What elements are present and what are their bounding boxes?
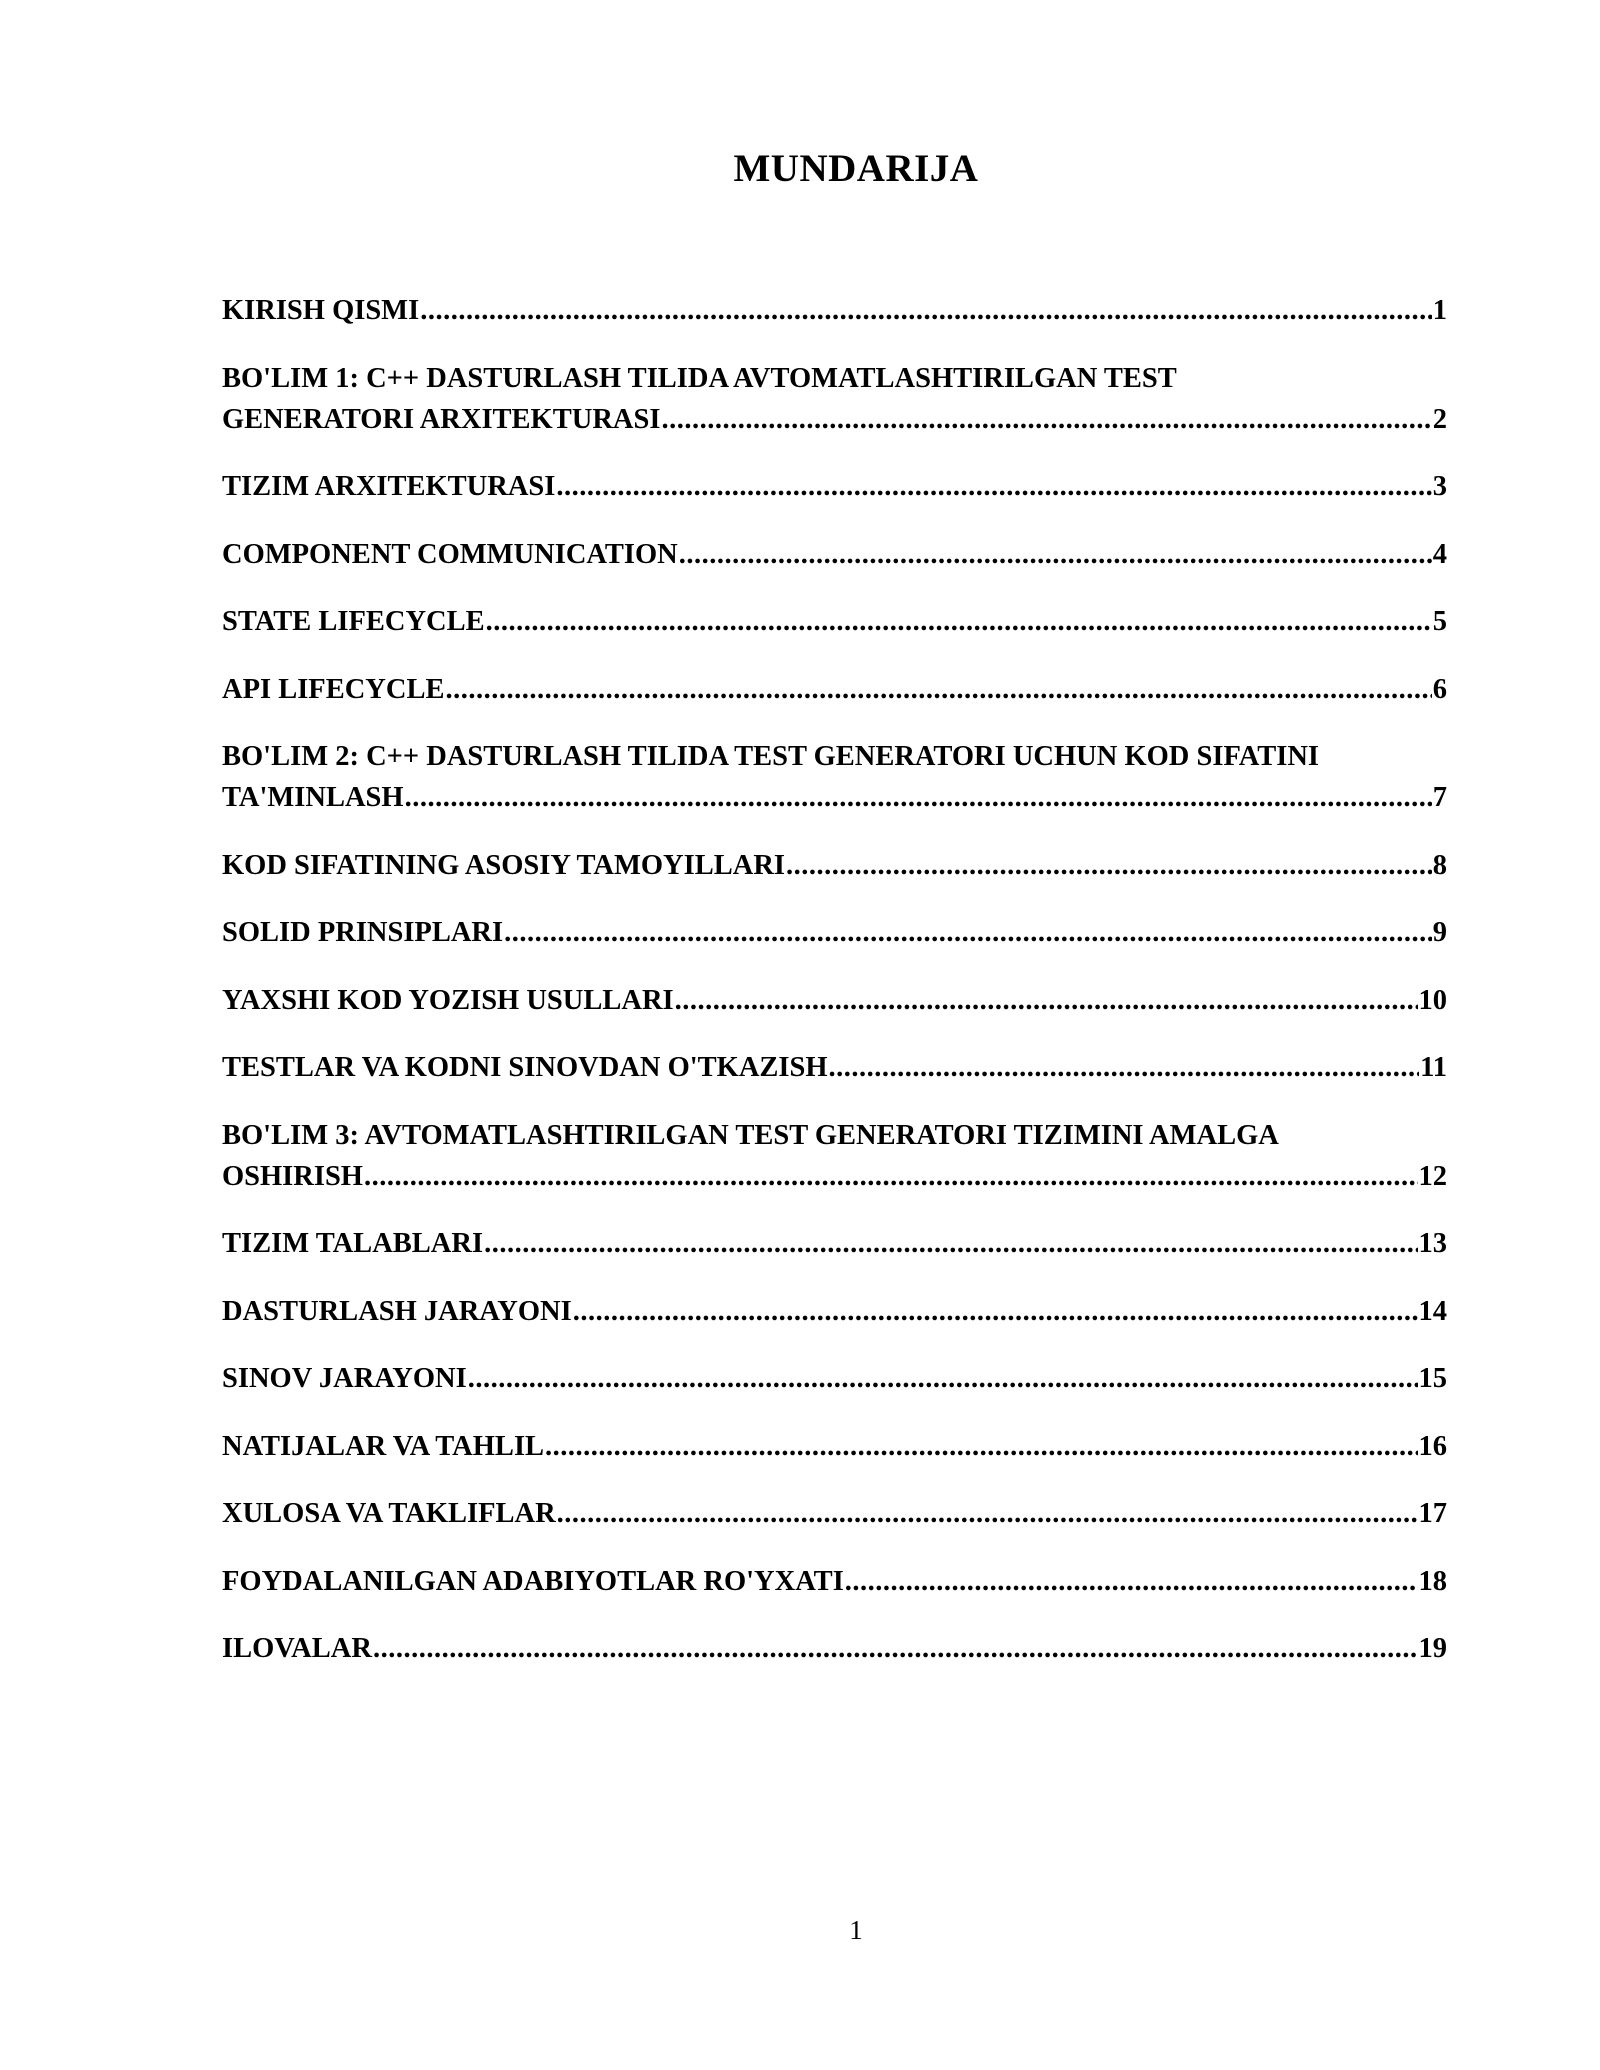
toc-entry-line xyxy=(222,466,1447,507)
toc-entry-line xyxy=(222,290,1447,331)
toc-entry-page-number: 10 xyxy=(1418,984,1447,1016)
toc-entry[interactable] xyxy=(222,1628,1447,1669)
toc-entry-page-number: 18 xyxy=(1418,1565,1447,1597)
toc-entry-line xyxy=(222,1628,1447,1669)
toc-entry-title: STATE LIFECYCLE xyxy=(222,606,485,637)
toc-entry[interactable] xyxy=(222,1115,1447,1197)
toc-entry[interactable] xyxy=(222,845,1447,886)
toc-entry-page-number: 15 xyxy=(1418,1363,1447,1394)
toc-dot-leader xyxy=(373,1628,1418,1669)
toc-entry-title: XULOSA VA TAKLIFLAR xyxy=(222,1498,556,1529)
toc-entry[interactable] xyxy=(222,601,1447,642)
toc-entry-title: OSHIRISH xyxy=(222,1160,363,1192)
toc-entry-title: SINOV JARAYONI xyxy=(222,1363,467,1394)
toc-entry-page-number: 3 xyxy=(1432,471,1447,502)
toc-dot-leader xyxy=(661,399,1431,440)
toc-entry-line xyxy=(222,399,1447,440)
page-number: 1 xyxy=(849,1915,863,1945)
toc-entry-page-number: 13 xyxy=(1418,1228,1447,1259)
toc-dot-leader xyxy=(573,1291,1418,1332)
toc-entry-line xyxy=(222,1561,1447,1602)
toc-entry-title: ILOVALAR xyxy=(222,1633,372,1664)
toc-entry-title: TA'MINLASH xyxy=(222,782,404,813)
toc-dot-leader xyxy=(675,980,1418,1021)
toc-dot-leader xyxy=(679,534,1432,575)
toc-entry-line xyxy=(222,1156,1447,1197)
toc-dot-leader xyxy=(545,1426,1417,1467)
toc-entry-title: NATIJALAR VA TAHLIL xyxy=(222,1430,545,1462)
toc-entry[interactable] xyxy=(222,912,1447,953)
toc-entry-title: GENERATORI ARXITEKTURASI xyxy=(222,403,661,435)
toc-entry[interactable] xyxy=(222,1291,1447,1332)
toc-entry-title: KOD SIFATINING ASOSIY TAMOYILLARI xyxy=(222,849,785,881)
toc-entry[interactable] xyxy=(222,1561,1447,1602)
toc-entry-heading-line: BO'LIM 3: AVTOMATLASHTIRILGAN TEST GENERATORI TIZIMINI AMALGA xyxy=(222,1119,1279,1151)
toc-entry-title: DASTURLASH JARAYONI xyxy=(222,1295,572,1327)
toc-dot-leader xyxy=(446,669,1432,710)
toc-entry[interactable] xyxy=(222,736,1447,818)
toc-entry-heading-line: BO'LIM 2: C++ DASTURLASH TILIDA TEST GENERATORI UCHUN KOD SIFATINI xyxy=(222,741,1319,772)
toc-entry-page-number: 17 xyxy=(1418,1498,1447,1529)
toc-entry-page-number: 7 xyxy=(1432,782,1447,813)
toc-dot-leader xyxy=(468,1358,1418,1399)
toc-entry-page-number: 5 xyxy=(1432,606,1447,637)
toc-entry-line xyxy=(222,777,1447,818)
toc-entry-page-number: 12 xyxy=(1418,1160,1447,1192)
toc-entry-line xyxy=(222,845,1447,886)
toc-entry[interactable] xyxy=(222,980,1447,1021)
toc-dot-leader xyxy=(504,912,1432,953)
toc-entry[interactable] xyxy=(222,534,1447,575)
toc-entry-line xyxy=(222,601,1447,642)
toc-entry-line xyxy=(222,980,1447,1021)
toc-entry-page-number: 6 xyxy=(1432,673,1447,705)
toc-dot-leader xyxy=(786,845,1432,886)
toc-entry-page-number: 8 xyxy=(1432,849,1447,881)
toc-entry-line xyxy=(222,1223,1447,1264)
toc-entry-page-number: 9 xyxy=(1432,917,1447,948)
toc-dot-leader xyxy=(486,601,1432,642)
toc-dot-leader xyxy=(829,1047,1420,1088)
toc-entry[interactable] xyxy=(222,466,1447,507)
toc-entry-line xyxy=(222,1426,1447,1467)
toc-entry-page-number: 16 xyxy=(1418,1430,1447,1462)
toc-dot-leader xyxy=(556,466,1431,507)
toc-entry-line xyxy=(222,669,1447,710)
toc-dot-leader xyxy=(420,290,1432,331)
toc-entry-title: KIRISH QISMI xyxy=(222,295,420,326)
table-of-contents xyxy=(222,290,1447,1696)
toc-entry[interactable] xyxy=(222,358,1447,440)
toc-dot-leader xyxy=(484,1223,1417,1264)
toc-entry[interactable] xyxy=(222,669,1447,710)
toc-entry[interactable] xyxy=(222,1047,1447,1088)
toc-entry-line xyxy=(222,1358,1447,1399)
toc-entry-title: FOYDALANILGAN ADABIYOTLAR RO'YXATI xyxy=(222,1565,844,1597)
toc-entry-heading-line: BO'LIM 1: C++ DASTURLASH TILIDA AVTOMATLASHTIRILGAN TEST xyxy=(222,362,1177,394)
toc-dot-leader xyxy=(557,1493,1418,1534)
toc-entry-line xyxy=(222,1047,1447,1088)
toc-entry-title: TIZIM ARXITEKTURASI xyxy=(222,471,556,502)
toc-entry-line xyxy=(222,912,1447,953)
toc-entry-title: COMPONENT COMMUNICATION xyxy=(222,538,678,570)
toc-dot-leader xyxy=(845,1561,1418,1602)
toc-entry-page-number: 11 xyxy=(1420,1052,1447,1083)
page-title: MUNDARIJA xyxy=(733,147,979,190)
toc-entry-page-number: 1 xyxy=(1432,295,1447,326)
toc-entry-title: TIZIM TALABLARI xyxy=(222,1228,484,1259)
toc-entry[interactable] xyxy=(222,1426,1447,1467)
toc-entry[interactable] xyxy=(222,1358,1447,1399)
toc-entry-line xyxy=(222,534,1447,575)
toc-entry[interactable] xyxy=(222,290,1447,331)
toc-entry-page-number: 4 xyxy=(1432,538,1447,570)
toc-entry-title: TESTLAR VA KODNI SINOVDAN O'TKAZISH xyxy=(222,1052,828,1083)
toc-entry-title: SOLID PRINSIPLARI xyxy=(222,917,504,948)
toc-entry[interactable] xyxy=(222,1223,1447,1264)
toc-entry-title: API LIFECYCLE xyxy=(222,673,445,705)
toc-entry-line xyxy=(222,1291,1447,1332)
toc-dot-leader xyxy=(364,1156,1418,1197)
toc-entry[interactable] xyxy=(222,1493,1447,1534)
toc-entry-line xyxy=(222,1493,1447,1534)
toc-entry-page-number: 19 xyxy=(1418,1633,1447,1664)
toc-entry-title: YAXSHI KOD YOZISH USULLARI xyxy=(222,984,674,1016)
toc-entry-page-number: 14 xyxy=(1418,1295,1447,1327)
toc-entry-page-number: 2 xyxy=(1432,403,1447,435)
toc-dot-leader xyxy=(405,777,1432,818)
